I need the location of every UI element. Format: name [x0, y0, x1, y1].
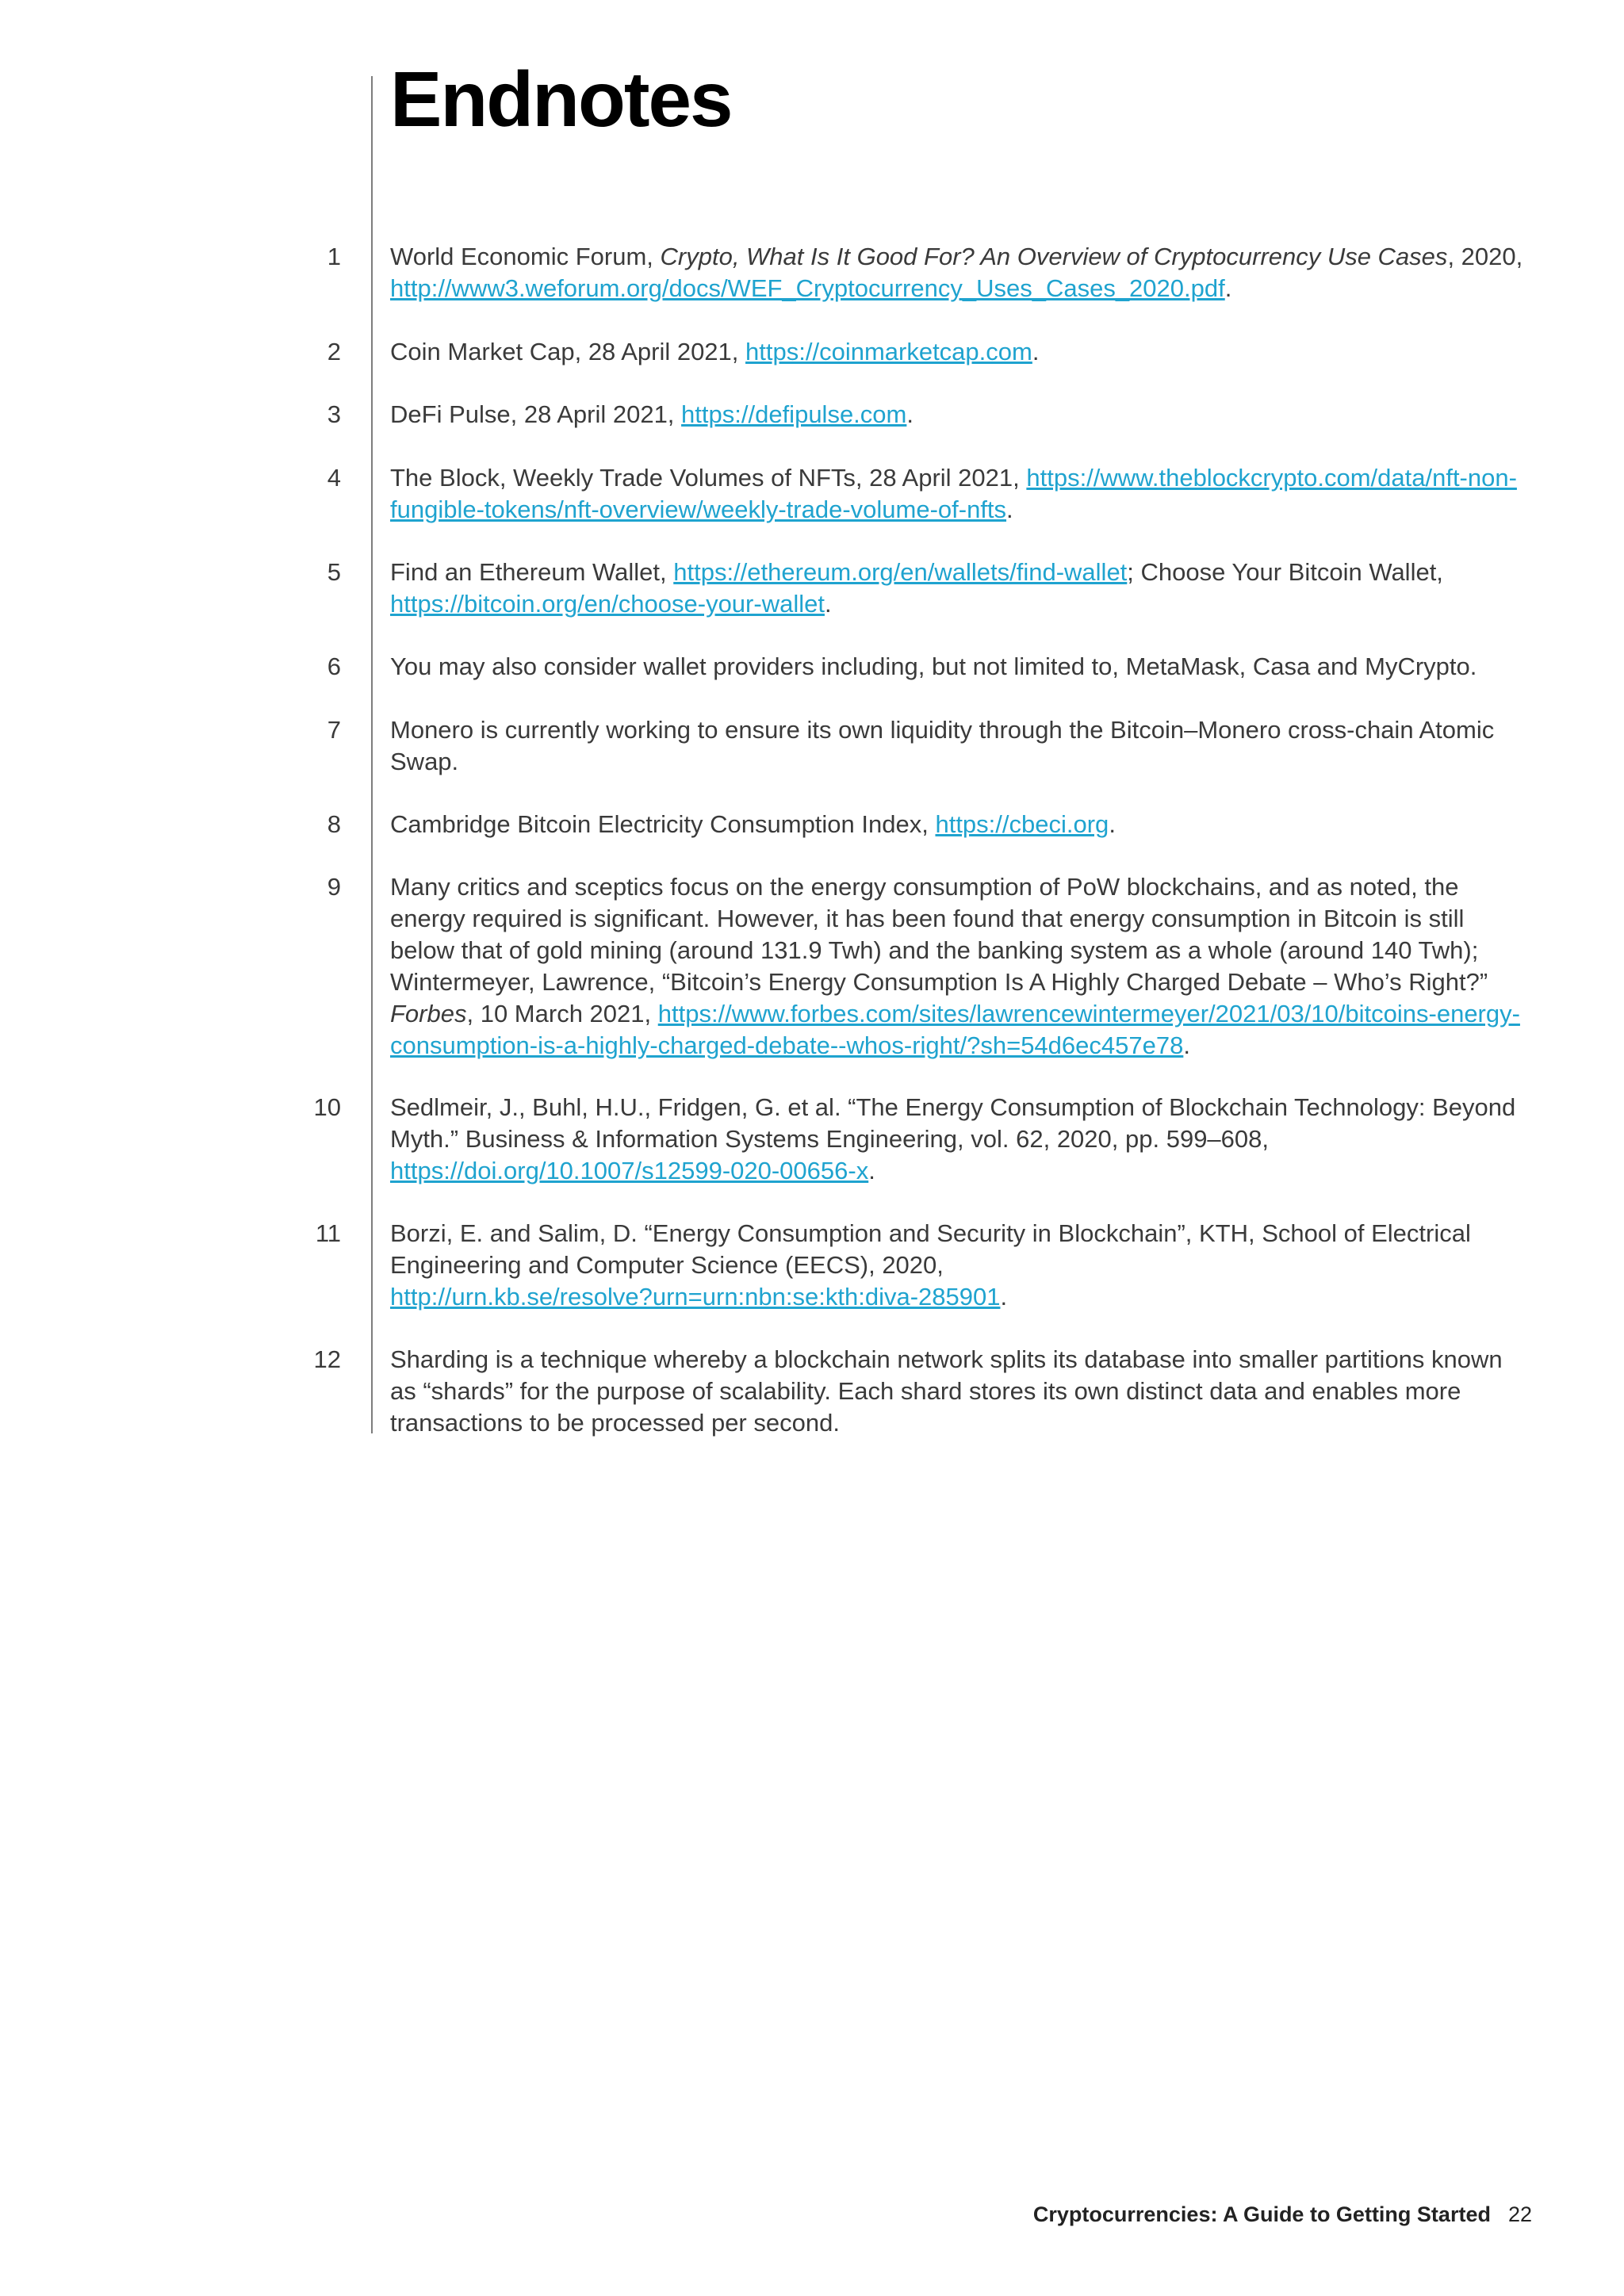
endnote-number: 3	[327, 400, 341, 428]
endnote-link[interactable]: http://urn.kb.se/resolve?urn=urn:nbn:se:kth:diva-285901	[390, 1283, 1001, 1311]
endnote-text: You may also consider wallet providers including, but not limited to, MetaMask, Casa and MyCrypto.	[390, 652, 1477, 680]
endnote-text: Many critics and sceptics focus on the energy consumption of PoW blockchains, and as noted, the energy required is significant. However, it has been found that energy consumption in Bitcoin is still below that of gold mining (around 131.9 Twh) and the banking system as a whole (around 140 Twh); Wintermeyer, Lawrence, “Bitcoin’s Energy Consumption Is A Highly Charged Debate – Who’s Right?” Forbes, 10 March 2021, https://www.forbes.com/sites/lawrencewintermeyer/2021/03/10/bitcoins-energy-consumption-is-a-highly-charged-debate--whos-right/?sh=54d6ec457e78.	[390, 873, 1520, 1059]
page-number: 22	[1507, 2202, 1532, 2226]
endnote-text: Monero is currently working to ensure its own liquidity through the Bitcoin–Monero cross-chain Atomic Swap.	[390, 716, 1495, 775]
endnote-number: 5	[327, 558, 341, 586]
page-title: Endnotes	[390, 55, 732, 143]
endnote-link[interactable]: https://doi.org/10.1007/s12599-020-00656-x	[390, 1157, 869, 1184]
page-footer	[1031, 2202, 1532, 2227]
endnote-link[interactable]: https://cbeci.org	[935, 810, 1109, 838]
endnote-number: 11	[315, 1219, 341, 1247]
endnote-number: 1	[327, 243, 341, 270]
endnote-link[interactable]: http://www3.weforum.org/docs/WEF_Cryptocurrency_Uses_Cases_2020.pdf	[390, 274, 1225, 302]
endnote-link[interactable]: https://bitcoin.org/en/choose-your-wallet	[390, 590, 825, 618]
endnote-number: 6	[327, 652, 341, 680]
vertical-rule	[371, 76, 373, 1433]
endnote-number: 4	[327, 464, 341, 492]
endnote-text: Cambridge Bitcoin Electricity Consumption Index, https://cbeci.org.	[390, 810, 1116, 838]
endnote-text: Borzi, E. and Salim, D. “Energy Consumption and Security in Blockchain”, KTH, School of Electrical Engineering and Computer Science (EECS), 2020, http://urn.kb.se/resolve?urn=urn:nbn:se:kth:diva-285901.	[390, 1219, 1471, 1311]
endnote-number: 12	[313, 1345, 341, 1373]
endnote-text: The Block, Weekly Trade Volumes of NFTs, 28 April 2021, https://www.theblockcrypto.com/data/nft-non-fungible-tokens/nft-overview/weekly-trade-volume-of-nfts.	[390, 464, 1517, 523]
endnote-number: 9	[327, 873, 341, 901]
footer-title: Cryptocurrencies: A Guide to Getting Started	[1032, 2202, 1491, 2226]
publication-title: Forbes	[390, 1000, 467, 1027]
endnote-link[interactable]: https://ethereum.org/en/wallets/find-wallet	[673, 558, 1128, 586]
publication-title: Crypto, What Is It Good For? An Overview of Cryptocurrency Use Cases	[660, 243, 1448, 270]
endnote-link[interactable]: https://coinmarketcap.com	[745, 338, 1032, 365]
endnote-number: 7	[327, 716, 341, 744]
endnote-link[interactable]: https://www.forbes.com/sites/lawrencewintermeyer/2021/03/10/bitcoins-energy-consumption-is-a-highly-charged-debate--whos-right/?sh=54d6ec457e78	[390, 1000, 1520, 1059]
endnote-text: Find an Ethereum Wallet, https://ethereum.org/en/wallets/find-wallet; Choose Your Bitcoin Wallet, https://bitcoin.org/en/choose-your-wallet.	[390, 558, 1443, 618]
endnote-text: Coin Market Cap, 28 April 2021, https://coinmarketcap.com.	[390, 338, 1040, 365]
endnote-text: Sedlmeir, J., Buhl, H.U., Fridgen, G. et al. “The Energy Consumption of Blockchain Technology: Beyond Myth.” Business & Information Systems Engineering, vol. 62, 2020, pp. 599–608, https://doi.org/10.1007/s12599-020-00656-x.	[390, 1093, 1516, 1184]
endnote-number: 10	[313, 1093, 341, 1121]
endnote-number: 8	[327, 810, 341, 838]
endnote-text: World Economic Forum, Crypto, What Is It Good For? An Overview of Cryptocurrency Use Cases, 2020, http://www3.weforum.org/docs/WEF_Cryptocurrency_Uses_Cases_2020.pdf.	[390, 243, 1523, 302]
endnote-text: Sharding is a technique whereby a blockchain network splits its database into smaller partitions known as “shards” for the purpose of scalability. Each shard stores its own distinct data and enables more transactions to be processed per second.	[390, 1345, 1503, 1437]
endnote-link[interactable]: https://www.theblockcrypto.com/data/nft-non-fungible-tokens/nft-overview/weekly-trade-volume-of-nfts	[390, 464, 1517, 523]
endnote-number: 2	[327, 338, 341, 365]
endnote-link[interactable]: https://defipulse.com	[681, 400, 907, 428]
endnote-text: DeFi Pulse, 28 April 2021, https://defipulse.com.	[390, 400, 914, 428]
